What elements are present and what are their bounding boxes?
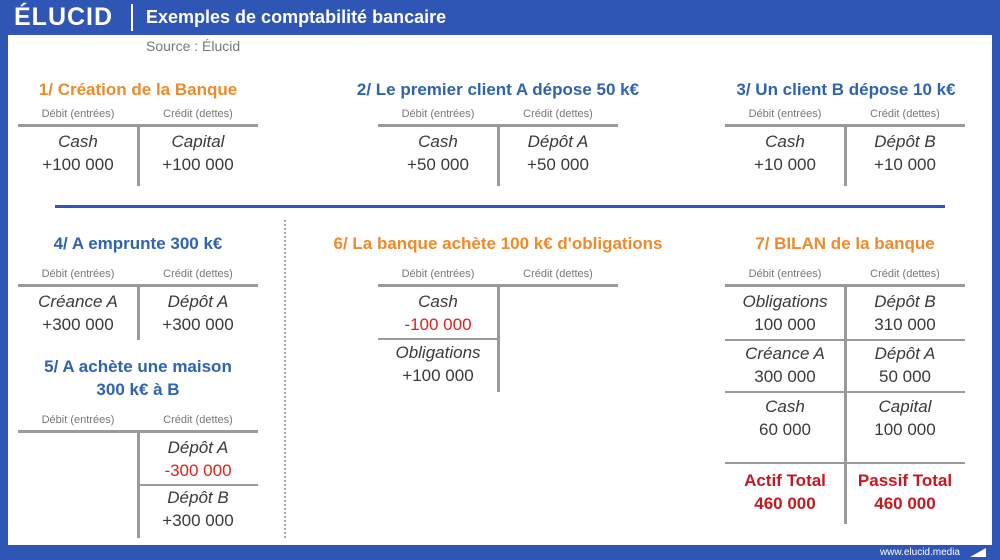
total-assets: Actif Total 460 000 bbox=[744, 471, 826, 513]
entry-separator bbox=[378, 338, 498, 340]
credit-header: Crédit (dettes) bbox=[163, 268, 233, 280]
debit-entry: Obligations 100 000 bbox=[742, 292, 828, 334]
section-1-title: 1/ Création de la Banque bbox=[38, 80, 238, 99]
footer-url: www.elucid.media bbox=[879, 547, 960, 558]
credit-entry: Dépôt A +300 000 bbox=[162, 292, 234, 334]
debit-entry: Cash +50 000 bbox=[407, 132, 469, 174]
credit-header: Crédit (dettes) bbox=[523, 268, 593, 280]
credit-entry: Capital +100 000 bbox=[162, 132, 234, 174]
footer-bar bbox=[0, 545, 1000, 560]
credit-entry: Dépôt A 50 000 bbox=[874, 344, 936, 386]
totals-separator bbox=[725, 462, 965, 464]
section-3-title: 3/ Un client B dépose 10 k€ bbox=[736, 80, 956, 99]
source-note: Source : Élucid bbox=[146, 38, 241, 54]
debit-header: Débit (entrées) bbox=[41, 414, 115, 426]
debit-entry: Cash 60 000 bbox=[759, 397, 811, 439]
section-4-title: 4/ A emprunte 300 k€ bbox=[53, 234, 223, 253]
debit-entry: Obligations +100 000 bbox=[395, 343, 481, 385]
section-5-title-line-2: 300 k€ à B bbox=[96, 380, 180, 399]
debit-header: Débit (entrées) bbox=[748, 108, 822, 120]
header-divider bbox=[131, 4, 133, 31]
debit-entry: Créance A +300 000 bbox=[38, 292, 118, 334]
debit-header: Débit (entrées) bbox=[41, 108, 115, 120]
section-6-title: 6/ La banque achète 100 k€ d'obligations bbox=[333, 234, 663, 253]
credit-entry: Dépôt B +300 000 bbox=[162, 488, 234, 530]
credit-entry: Capital 100 000 bbox=[874, 397, 936, 439]
debit-header: Débit (entrées) bbox=[401, 268, 475, 280]
t-account-1 bbox=[18, 108, 258, 188]
credit-header: Crédit (dettes) bbox=[870, 108, 940, 120]
t-account-7-balance bbox=[725, 268, 965, 524]
credit-entry: Dépôt A +50 000 bbox=[527, 132, 589, 174]
debit-header: Débit (entrées) bbox=[41, 268, 115, 280]
frame-left-border bbox=[0, 35, 8, 545]
vertical-dotted-divider bbox=[284, 220, 286, 538]
frame-right-border bbox=[992, 35, 1000, 545]
entry-separator bbox=[725, 339, 965, 341]
t-account-4 bbox=[18, 268, 258, 340]
t-account-6 bbox=[378, 268, 618, 392]
credit-header: Crédit (dettes) bbox=[163, 414, 233, 426]
elucid-logo: ÉLUCID bbox=[14, 3, 114, 31]
credit-header: Crédit (dettes) bbox=[870, 268, 940, 280]
horizontal-divider bbox=[55, 205, 945, 208]
section-7-title: 7/ BILAN de la banque bbox=[755, 234, 935, 253]
section-5-title-line-1: 5/ A achète une maison bbox=[44, 357, 232, 376]
debit-header: Débit (entrées) bbox=[401, 108, 475, 120]
section-2-title: 2/ Le premier client A dépose 50 k€ bbox=[356, 80, 640, 99]
debit-header: Débit (entrées) bbox=[748, 268, 822, 280]
total-liabilities: Passif Total 460 000 bbox=[857, 471, 953, 513]
credit-entry: Dépôt A -300 000 bbox=[164, 438, 232, 480]
debit-entry: Cash +10 000 bbox=[754, 132, 816, 174]
credit-header: Crédit (dettes) bbox=[523, 108, 593, 120]
credit-entry: Dépôt B 310 000 bbox=[874, 292, 936, 334]
header-bar bbox=[0, 0, 1000, 35]
t-account-5 bbox=[18, 414, 258, 538]
credit-entry: Dépôt B +10 000 bbox=[874, 132, 936, 174]
t-account-3 bbox=[725, 108, 965, 188]
debit-entry: Cash +100 000 bbox=[42, 132, 114, 174]
debit-entry: Cash -100 000 bbox=[404, 292, 472, 334]
page-title: Exemples de comptabilité bancaire bbox=[146, 7, 447, 27]
t-account-2 bbox=[378, 108, 618, 188]
elucid-mark-icon bbox=[968, 547, 988, 558]
entry-separator bbox=[725, 391, 965, 393]
debit-entry: Créance A 300 000 bbox=[745, 344, 825, 386]
credit-header: Crédit (dettes) bbox=[163, 108, 233, 120]
